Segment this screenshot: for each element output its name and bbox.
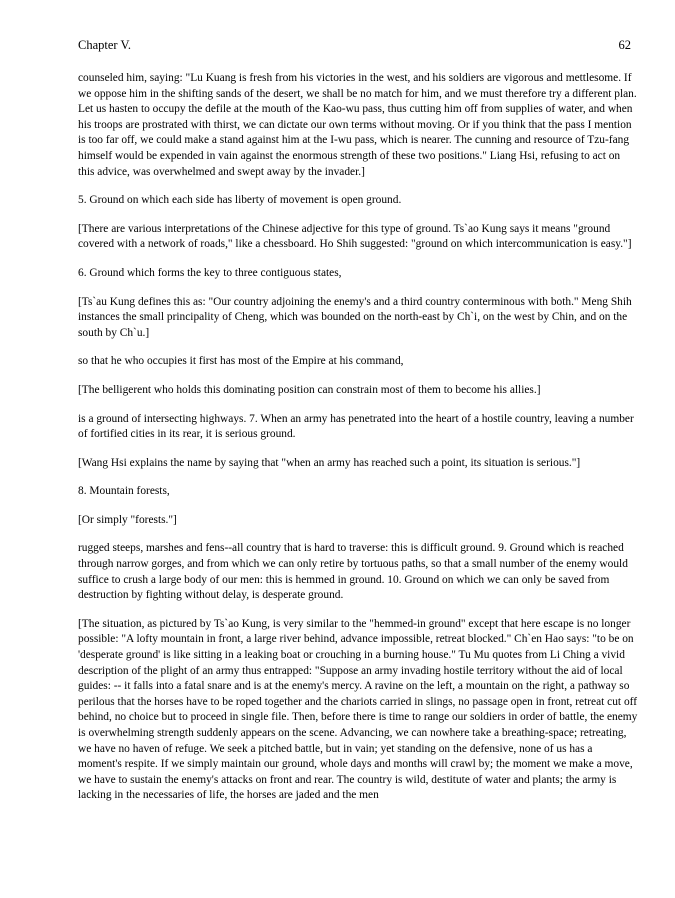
page-number: 62 [618, 38, 631, 52]
paragraph: [Or simply "forests."] [78, 513, 177, 526]
paragraph: 5. Ground on which each side has liberty of movement is open ground. [78, 194, 402, 207]
paragraph: is a ground of intersecting highways. 7. When an army has penetrated into the heart of a hostile country, leaving a number of fortified cities in its rear, it is serious ground. [78, 412, 634, 441]
page-body [78, 71, 639, 804]
paragraph: [Ts`au Kung defines this as: "Our country adjoining the enemy's and a third country conterminous with both." Meng Shih instances the small principality of Cheng, which was bounded on the north-east by Ch`i, on the west by Chin, and on the south by Ch`u.] [78, 295, 632, 339]
paragraph: 6. Ground which forms the key to three contiguous states, [78, 266, 342, 279]
paragraph: counseled him, saying: "Lu Kuang is fresh from his victories in the west, and his soldiers are vigorous and mettlesome. If we oppose him in the shifting sands of the desert, we shall be no match for him, and we must therefore try a different plan. Let us hasten to occupy the defile at the mouth of the Kao-wu pass, thus cutting him off from supplies of water, and when his troops are prostrated with thirst, we can dictate our own terms without moving. Or if you think that the pass I mention is too far off, we could make a stand against him at the I-wu pass, which is nearer. The cunning and resource of Tzu-fang himself would be expended in vain against the enormous strength of these two positions." Liang Hsi, refusing to act on this advice, was overwhelmed and swept away by the invader.] [78, 72, 637, 178]
chapter-title: Chapter V. [78, 38, 132, 52]
paragraph: 8. Mountain forests, [78, 485, 170, 498]
page-header [78, 38, 639, 53]
paragraph: rugged steeps, marshes and fens--all country that is hard to traverse: this is difficult ground. 9. Ground which is reached through narrow gorges, and from which we can only retire by tortuous paths, so that a small number of the enemy would suffice to crush a large body of our men: this is hemmed in ground. 10. Ground on which we can only be saved from destruction by fighting without delay, is desperate ground. [78, 542, 628, 602]
paragraph: [The situation, as pictured by Ts`ao Kung, is very similar to the "hemmed-in ground" except that here escape is no longer possible: "A lofty mountain in front, a large river behind, advance impossible, retreat blocked." Ch`en Hao says: "to be on 'desperate ground' is like sitting in a leaking boat or crouching in a burning house." Tu Mu quotes from Li Ching a vivid description of the plight of an army thus entrapped: "Suppose an army invading hostile territory without the aid of local guides: -- it falls into a fatal snare and is at the enemy's mercy. A ravine on the left, a mountain on the right, a pathway so perilous that the horses have to be roped together and the chariots carried in slings, no passage open in front, retreat cut off behind, no choice but to proceed in single file. Then, before there is time to range our soldiers in order of battle, the enemy is overwhelming strength suddenly appears on the scene. Advancing, we can nowhere take a breathing-space; retreating, we have no haven of refuge. We seek a pitched battle, but in vain; yet standing on the defensive, none of us has a moment's respite. If we simply maintain our ground, whole days and months will crawl by; the moment we make a move, we have to sustain the enemy's attacks on front and rear. The country is wild, destitute of water and plants; the army is lacking in the necessaries of life, the horses are jaded and the men [78, 617, 638, 802]
paragraph: [Wang Hsi explains the name by saying that "when an army has reached such a point, its situation is serious."] [78, 456, 581, 469]
paragraph: [There are various interpretations of the Chinese adjective for this type of ground. Ts`ao Kung says it means "ground covered with a network of roads," like a chessboard. Ho Shih suggested: "ground on which intercommunication is easy."] [78, 222, 632, 251]
paragraph: [The belligerent who holds this dominating position can constrain most of them to become his allies.] [78, 383, 541, 396]
paragraph: so that he who occupies it first has most of the Empire at his command, [78, 355, 404, 368]
